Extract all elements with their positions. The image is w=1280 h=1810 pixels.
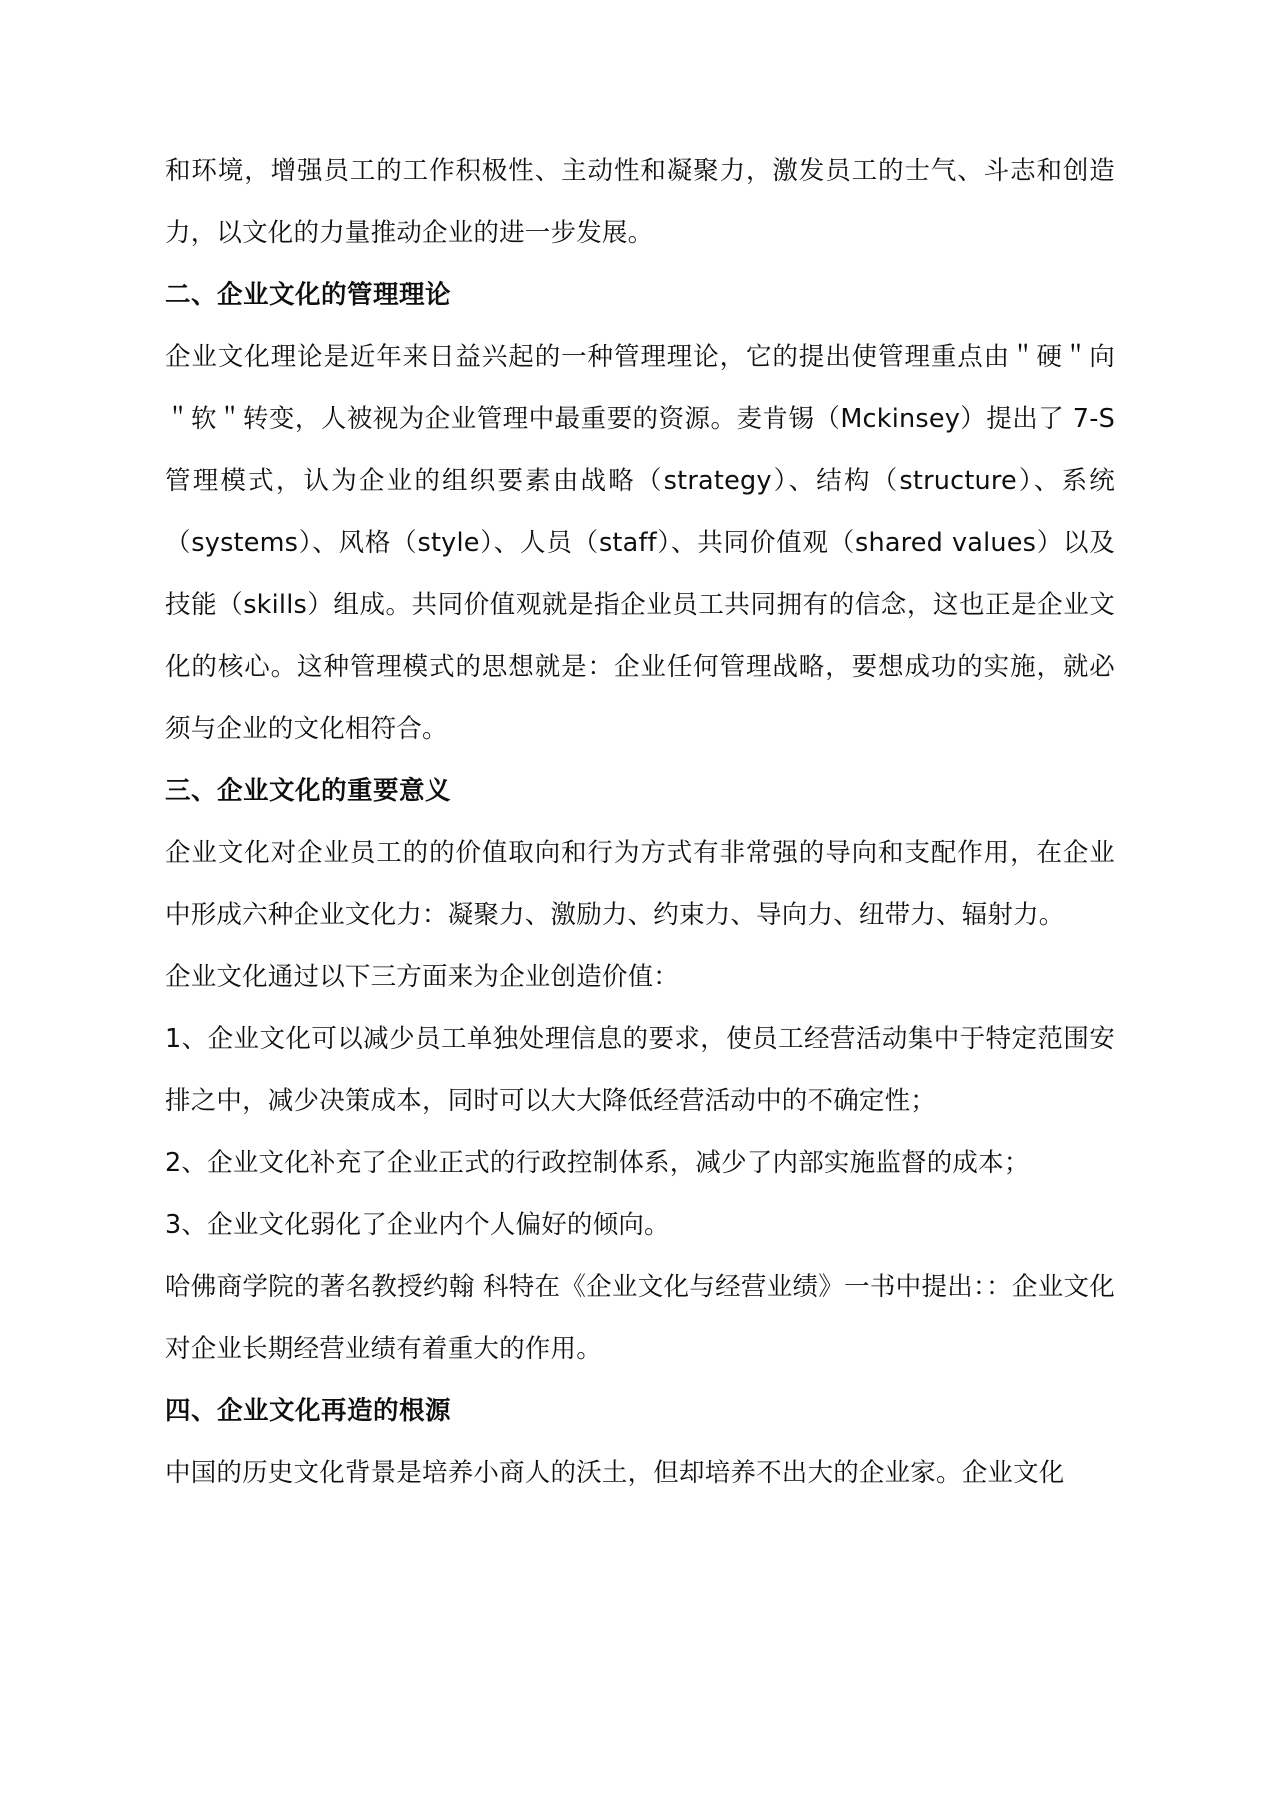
- paragraph-kotter-citation: 哈佛商学院的著名教授约翰 科特在《企业文化与经营业绩》一书中提出：：企业文化对企业长期经营业绩有着重大的作用。: [165, 1272, 1115, 1364]
- paragraph-value-lead-in: 企业文化通过以下三方面来为企业创造价值：: [165, 962, 680, 992]
- heading-section-three: 三、企业文化的重要意义: [165, 776, 452, 806]
- heading-section-two: 二、企业文化的管理理论: [165, 280, 452, 310]
- paragraph-section-four-body: 中国的历史文化背景是培养小商人的沃土，但却培养不出大的企业家。企业文化: [165, 1458, 1065, 1488]
- paragraph-list-item-1: 1、企业文化可以减少员工单独处理信息的要求，使员工经营活动集中于特定范围安排之中，减少决策成本，同时可以大大降低经营活动中的不确定性；: [165, 1024, 1115, 1116]
- paragraph-list-item-2: 2、企业文化补充了企业正式的行政控制体系，减少了内部实施监督的成本；: [165, 1148, 1030, 1178]
- paragraph-section-two-body: 企业文化理论是近年来日益兴起的一种管理理论，它的提出使管理重点由＂硬＂向＂软＂转变，人被视为企业管理中最重要的资源。麦肯锡（Mckinsey）提出了 7-S 管理模式，认为企业的组织要素由战略（strategy）、结构（structure）、系统（systems）、风格（style）、人员（staff）、共同价值观（shared values）以及技能（skills）组成。共同价值观就是指企业员工共同拥有的信念，这也正是企业文化的核心。这种管理模式的思想就是：企业任何管理战略，要想成功的实施，就必须与企业的文化相符合。: [165, 342, 1115, 744]
- heading-section-four: 四、企业文化再造的根源: [165, 1396, 452, 1426]
- paragraph-list-item-3: 3、企业文化弱化了企业内个人偏好的倾向。: [165, 1210, 670, 1240]
- document-body: [165, 140, 1115, 1504]
- paragraph-section-three-body: 企业文化对企业员工的的价值取向和行为方式有非常强的导向和支配作用，在企业中形成六种企业文化力：凝聚力、激励力、约束力、导向力、纽带力、辐射力。: [165, 838, 1115, 930]
- paragraph-intro-continued: 和环境，增强员工的工作积极性、主动性和凝聚力，激发员工的士气、斗志和创造力，以文化的力量推动企业的进一步发展。: [165, 156, 1115, 248]
